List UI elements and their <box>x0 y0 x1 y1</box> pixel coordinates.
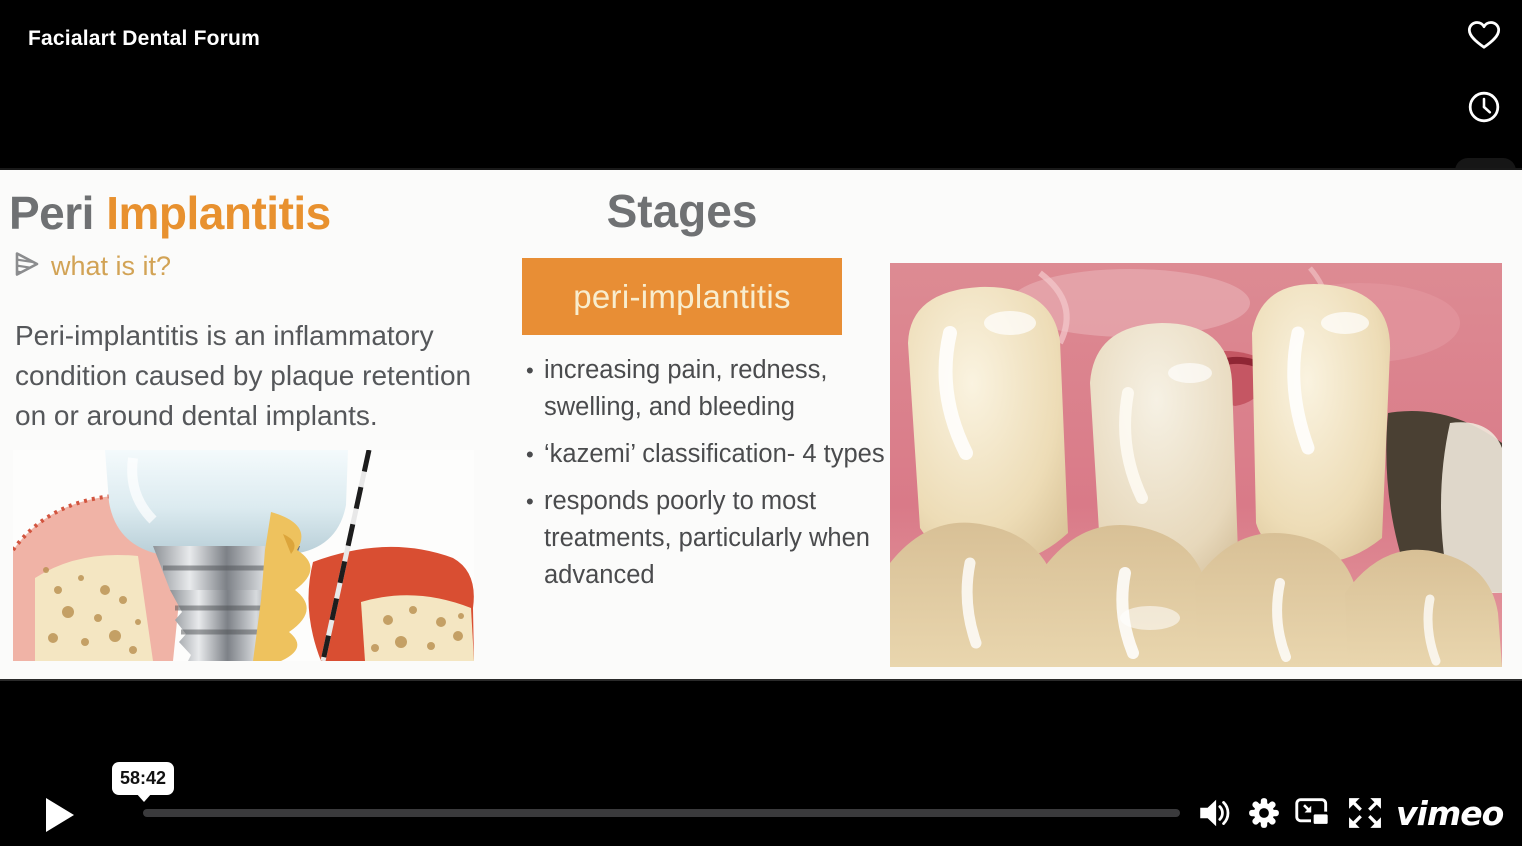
heart-icon <box>1467 20 1501 53</box>
picture-in-picture-icon <box>1294 796 1334 833</box>
progress-bar[interactable] <box>143 809 1180 817</box>
video-title[interactable]: Facialart Dental Forum <box>28 27 260 50</box>
time-tooltip <box>112 762 174 795</box>
stages-heading: Stages <box>606 185 758 237</box>
fullscreen-button[interactable] <box>1344 796 1386 832</box>
implant-illustration <box>13 450 474 661</box>
subtitle-row <box>13 250 171 283</box>
settings-button[interactable] <box>1245 795 1283 833</box>
slide-title-orange: Implantitis <box>106 187 331 239</box>
time-tooltip-text: 58:42 <box>119 768 167 788</box>
video-frame-slide[interactable] <box>0 168 1522 681</box>
bullet-item: • increasing pain, redness, swelling, and bleeding <box>524 352 896 426</box>
watch-later-button[interactable] <box>1462 88 1506 128</box>
picture-in-picture-button[interactable] <box>1293 796 1335 832</box>
volume-icon <box>1196 795 1232 834</box>
striped-triangle-icon <box>13 250 41 283</box>
play-button[interactable] <box>42 797 76 835</box>
play-icon <box>44 821 74 836</box>
clock-icon <box>1467 90 1501 127</box>
clinical-photo <box>890 263 1502 667</box>
stages-bullet-list <box>524 352 896 604</box>
slide-title <box>9 186 331 240</box>
vimeo-logo[interactable]: vimeo <box>1396 794 1504 833</box>
bullet-item: • ‘kazemi’ classification- 4 types <box>524 436 896 473</box>
fullscreen-icon <box>1346 796 1384 833</box>
bullet-item: • responds poorly to most treatments, particularly when advanced <box>524 483 896 594</box>
slide-title-gray: Peri <box>9 187 94 239</box>
like-button[interactable] <box>1462 16 1506 56</box>
stage-label-text: peri-implantitis <box>573 277 791 315</box>
subtitle-text: what is it? <box>51 251 172 281</box>
gear-icon <box>1247 796 1281 833</box>
volume-button[interactable] <box>1194 794 1234 834</box>
stage-label-box <box>522 258 842 335</box>
definition-paragraph: Peri-implantitis is an inflammatory condition caused by plaque retention on or around dental implants. <box>15 320 472 431</box>
